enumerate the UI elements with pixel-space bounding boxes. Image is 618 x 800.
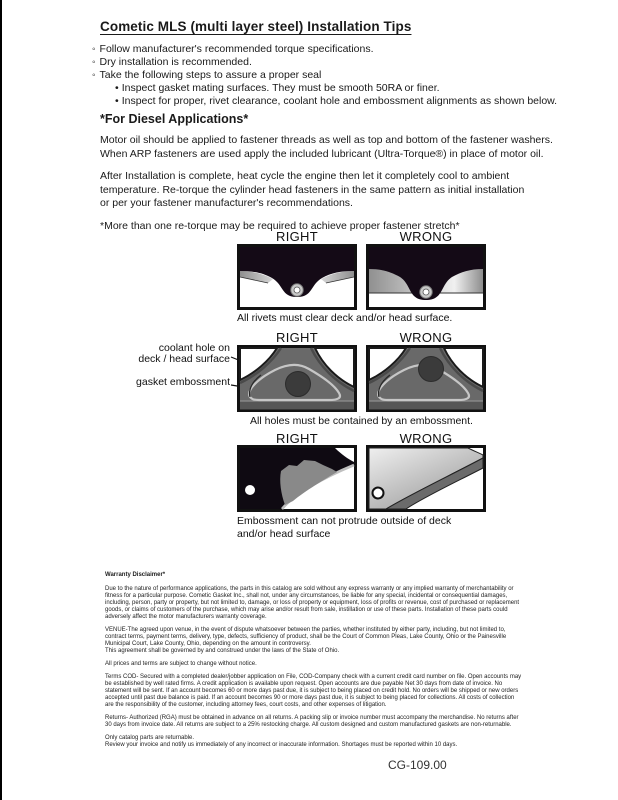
diesel-paragraph-1: Motor oil should be applied to fastener threads as well as top and bottom of the fastener washers. When ARP fasteners are used apply the included lubricant (Ultra-Torque®) in place of motor oil.	[100, 134, 553, 160]
page-title: Cometic MLS (multi layer steel) Installation Tips	[100, 19, 412, 34]
warranty-paragraph-returns: Returns- Authorized (RGA) must be obtained in advance on all returns. A packing slip or invoice number must accompany the merchandise. No returns after 30 days from invoice date. All returns are subject to a 25% restocking charge. All custom designed and custom manufactured gaskets are non-returnable.	[105, 715, 519, 728]
warranty-paragraph-catalog-parts: Only catalog parts are returnable.	[105, 735, 195, 741]
row2-caption: All holes must be contained by an embossment.	[250, 415, 473, 427]
row3-right-label: RIGHT	[276, 431, 318, 446]
holes-wrong-diagram	[366, 345, 486, 412]
warranty-paragraph-prices: All prices and terms are subject to change without notice.	[105, 661, 257, 667]
rivet-right-diagram	[237, 244, 357, 310]
tip-item: ◦ Dry installation is recommended.	[92, 56, 552, 69]
sub-tip-item: • Inspect for proper, rivet clearance, coolant hole and embossment alignments as shown below.	[115, 95, 552, 108]
tip-item: ◦ Take the following steps to assure a proper seal	[92, 69, 552, 82]
row3-wrong-label: WRONG	[399, 431, 453, 446]
diesel-section	[100, 112, 560, 242]
warranty-paragraph-governing-law: This agreement shall be governed by and construed under the laws of the State of Ohio.	[105, 648, 340, 654]
row1-wrong-label: WRONG	[399, 229, 453, 244]
sub-tip-item: • Inspect gasket mating surfaces. They must be smooth 50RA or finer.	[115, 82, 552, 95]
warranty-paragraph-venue: VENUE-The agreed upon venue, in the event of dispute whatsoever between the parties, whether instituted by either party, including, but not limited to, contract terms, payment terms, delivery, type, defects, sufficiency of product, shall be the Court of Common Pleas, Lake County, Ohio or the Painesville Municipal Court, Lake County, Ohio, depending on the amount in controversy.	[105, 627, 507, 647]
diesel-paragraph-3: *More than one re-torque may be required to achieve proper fastener stretch*	[100, 219, 460, 232]
diesel-heading: *For Diesel Applications*	[100, 112, 249, 126]
diesel-paragraph-2: After Installation is complete, heat cycle the engine then let it completely cool to ambient temperature. Re-torque the cylinder head fasteners in the same pattern as initial installation or per your fastener manufacturer's recommendations.	[100, 170, 525, 209]
tip-item: ◦ Follow manufacturer's recommended torque specifications.	[92, 43, 552, 56]
row1-right-label: RIGHT	[276, 229, 318, 244]
holes-right-diagram	[237, 345, 357, 412]
row1-caption: All rivets must clear deck and/or head surface.	[237, 312, 453, 324]
warranty-heading: Warranty Disclaimer*	[105, 572, 166, 578]
rivet-wrong-diagram	[366, 244, 486, 310]
warranty-paragraph-liability: Due to the nature of performance applications, the parts in this catalog are sold without any express warranty or any implied warranty of merchantability or fitness for a particular purpose. Cometic Gasket Inc., shall not, under any circumstances, be liable for any special, incidental or consequential damages, including, person, party or property, but not limited to, damage, or loss of property or equipment, loss of profits or revenue, cost of purchased or replacement goods, or claims of customers of the purchase, which may arise and/or result from sale, instillation or use of these parts. Installation of these parts could adversely affect the motor manufacturers warranty coverage.	[105, 586, 520, 620]
emboss-wrong-diagram	[366, 445, 486, 512]
emboss-right-diagram	[237, 445, 357, 512]
gasket-embossment-label: gasket embossment	[136, 376, 230, 388]
warranty-paragraph-terms-cod: Terms COD- Secured with a completed dealer/jobber application on File, COD-Company check with a current credit card number on file. Open accounts may be established by well rated firms. A credit application is available upon request. Open accounts are due payable Net 30 days from date of invoice. No statement will be sent. If an account becomes 60 or more days past due, it is subject to being placed on credit hold. No orders will be shipped or new orders accepted until past due balance is paid. If an account becomes 90 or more days past due, it is subject to being placed for collections. All costs of collection are the responsibility of the customer, including attorney fees, court costs, and other expenses of litigation.	[105, 674, 522, 708]
coolant-hole-label: coolant hole on deck / head surface	[138, 342, 230, 365]
page-code: CG-109.00	[388, 758, 447, 772]
row2-right-label: RIGHT	[276, 330, 318, 345]
row2-wrong-label: WRONG	[399, 330, 453, 345]
tips-list	[92, 43, 558, 108]
left-edge-line	[0, 0, 2, 800]
row3-caption: Embossment can not protrude outside of deck and/or head surface	[237, 515, 452, 540]
warranty-section	[105, 572, 523, 755]
warranty-paragraph-invoice-review: Review your invoice and notify us immediately of any incorrect or inaccurate information. Shortages must be reported within 10 days.	[105, 742, 458, 748]
